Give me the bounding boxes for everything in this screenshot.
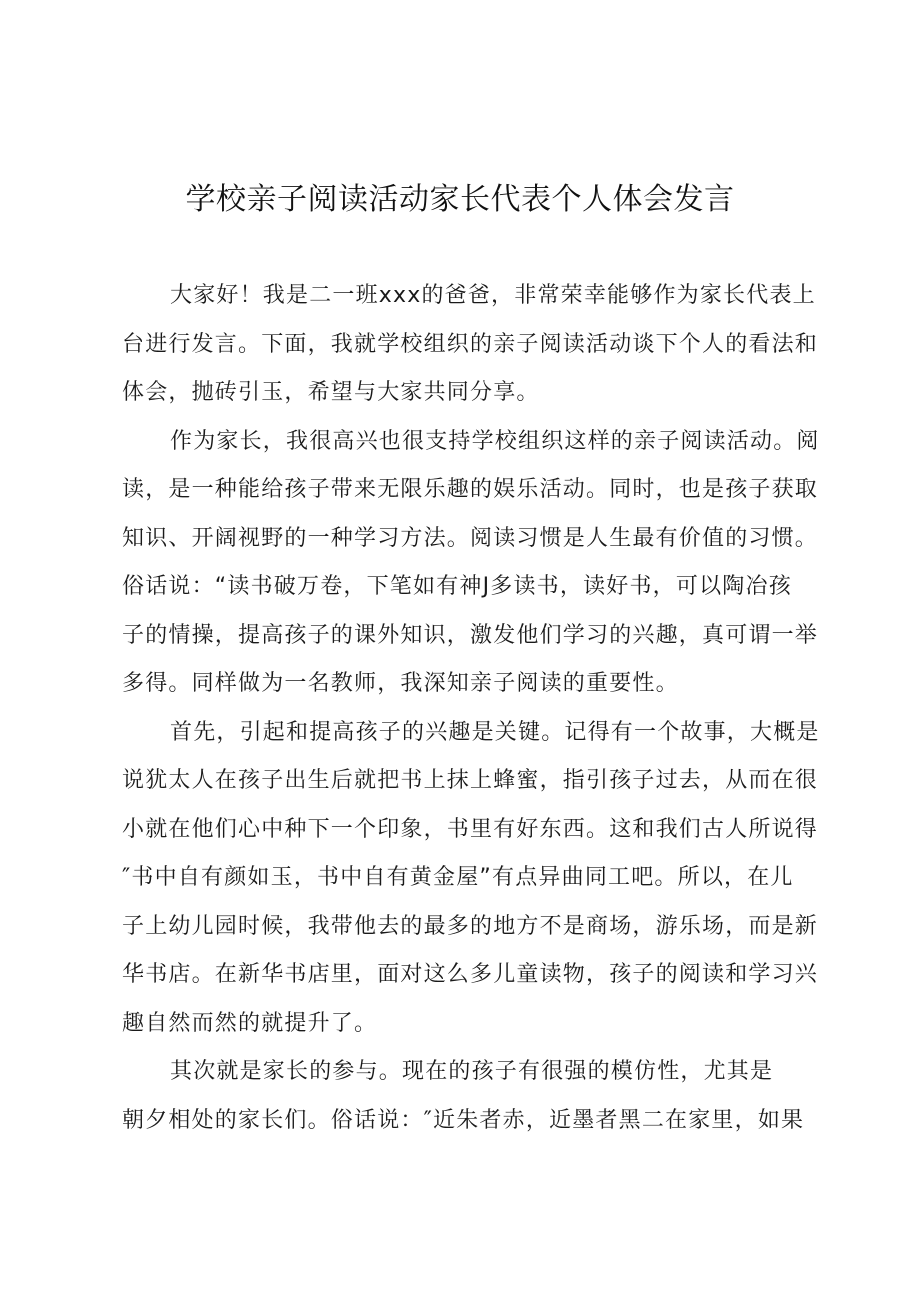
paragraph-3-line-2: 说犹太人在孩子出生后就把书上抹上蜂蜜，指引孩子过去，从而在很 xyxy=(122,768,819,793)
paragraph-2-line-1: 作为家长，我很高兴也很支持学校组织这样的亲子阅读活动。阅 xyxy=(170,428,820,454)
paragraph-1-line-3: 体会，抛砖引玉，希望与大家共同分享。 xyxy=(122,380,540,405)
paragraph-1-line-2: 台进行发言。下面，我就学校组织的亲子阅读活动谈下个人的看法和 xyxy=(122,331,819,357)
paragraph-1-line-1: 大家好！我是二一班xxx的爸爸，非常荣幸能够作为家长代表上 xyxy=(170,283,816,308)
paragraph-3-line-4: ″书中自有颜如玉，书中自有黄金屋”有点异曲同工吧。所以，在儿 xyxy=(122,865,794,890)
document-body xyxy=(122,272,820,1145)
paragraph-3-line-6: 华书店。在新华书店里，面对这么多儿童读物，孩子的阅读和学习兴 xyxy=(122,962,819,987)
document-title: 学校亲子阅读活动家长代表个人体会发言 xyxy=(185,182,735,217)
paragraph-4-line-2: 朝夕相处的家长们。俗话说：″近朱者赤，近墨者黑二在家里，如果 xyxy=(122,1107,805,1133)
paragraph-3-line-1: 首先，引起和提高孩子的兴趣是关键。记得有一个故事，大概是 xyxy=(170,719,820,745)
paragraph-2-line-5: 子的情操，提高孩子的课外知识，激发他们学习的兴趣，真可谓一举 xyxy=(122,622,819,648)
paragraph-2-line-2: 读，是一种能给孩子带来无限乐趣的娱乐活动。同时，也是孩子获取 xyxy=(122,477,819,502)
paragraph-2-line-6: 多得。同样做为一名教师，我深知亲子阅读的重要性。 xyxy=(122,671,679,696)
paragraph-2-line-4: 俗话说：“读书破万卷，下笔如有神J多读书，读好书，可以陶冶孩 xyxy=(122,574,792,599)
paragraph-4-line-1: 其次就是家长的参与。现在的孩子有很强的模仿性，尤其是 xyxy=(170,1059,774,1084)
paragraph-3-line-5: 子上幼儿园时候，我带他去的最多的地方不是商场，游乐场，而是新 xyxy=(122,913,819,939)
paragraph-3-line-7: 趣自然而然的就提升了。 xyxy=(122,1010,378,1036)
paragraph-2-line-3: 知识、开阔视野的一种学习方法。阅读习惯是人生最有价值的习惯。 xyxy=(122,525,819,551)
paragraph-3-line-3: 小就在他们心中种下一个印象，书里有好东西。这和我们古人所说得 xyxy=(122,816,819,842)
